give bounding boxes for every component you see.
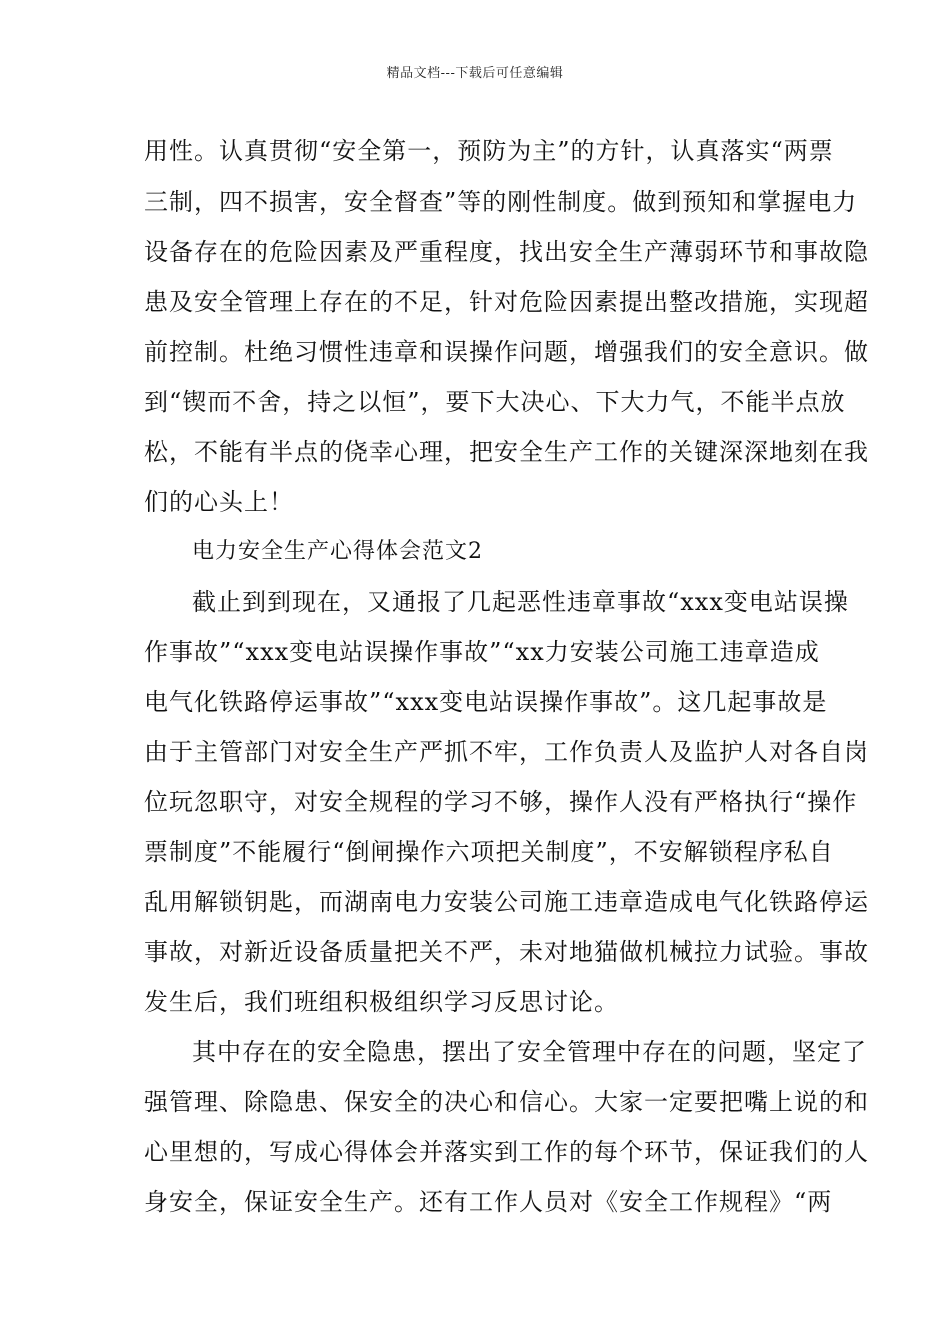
body-line: 到“锲而不舍，持之以恒”，要下大决心、下大力气，不能半点放: [144, 388, 846, 416]
body-line: 松，不能有半点的侥幸心理，把安全生产工作的关键深深地刻在我: [144, 438, 869, 466]
body-line: 设备存在的危险因素及严重程度，找出安全生产薄弱环节和事故隐: [144, 238, 869, 266]
body-line: 患及安全管理上存在的不足，针对危险因素提出整改措施，实现超: [144, 288, 869, 316]
body-line: 强管理、除隐患、保安全的决心和信心。大家一定要把嘴上说的和: [144, 1088, 869, 1116]
body-line: 发生后，我们班组积极组织学习反思讨论。: [144, 988, 619, 1016]
body-line: 位玩忽职守，对安全规程的学习不够，操作人没有严格执行“操作: [144, 788, 858, 816]
body-line: 事故，对新近设备质量把关不严，未对地猫做机械拉力试验。事故: [144, 938, 869, 966]
body-line: 电气化铁路停运事故”“xxx变电站误操作事故”。这几起事故是: [144, 688, 828, 716]
body-line: 用性。认真贯彻“安全第一，预防为主”的方针，认真落实“两票: [144, 137, 834, 165]
section-heading: 电力安全生产心得体会范文2: [192, 539, 483, 564]
body-line: 身安全，保证安全生产。还有工作人员对《安全工作规程》“两: [144, 1188, 833, 1216]
body-line: 作事故”“xxx变电站误操作事故”“xx力安装公司施工违章造成: [144, 638, 820, 666]
body-line: 乱用解锁钥匙，而湖南电力安装公司施工违章造成电气化铁路停运: [144, 888, 869, 916]
body-line: 票制度”不能履行“倒闸操作六项把关制度”，不安解锁程序私自: [144, 838, 834, 866]
body-line: 前控制。杜绝习惯性违章和误操作问题，增强我们的安全意识。做: [144, 338, 869, 366]
body-line: 由于主管部门对安全生产严抓不牢，工作负责人及监护人对各自岗: [144, 738, 869, 766]
paragraph-first-line: 截止到到现在，又通报了几起恶性违章事故“xxx变电站误操: [192, 588, 849, 616]
paragraph-first-line: 其中存在的安全隐患，摆出了安全管理中存在的问题，坚定了: [192, 1038, 867, 1066]
body-line: 们的心头上！: [144, 488, 294, 516]
body-line: 心里想的，写成心得体会并落实到工作的每个环节，保证我们的人: [144, 1138, 869, 1166]
body-line: 三制，四不损害，安全督查”等的刚性制度。做到预知和掌握电力: [144, 188, 858, 216]
page-header: 精品文档---下载后可任意编辑: [386, 66, 564, 81]
